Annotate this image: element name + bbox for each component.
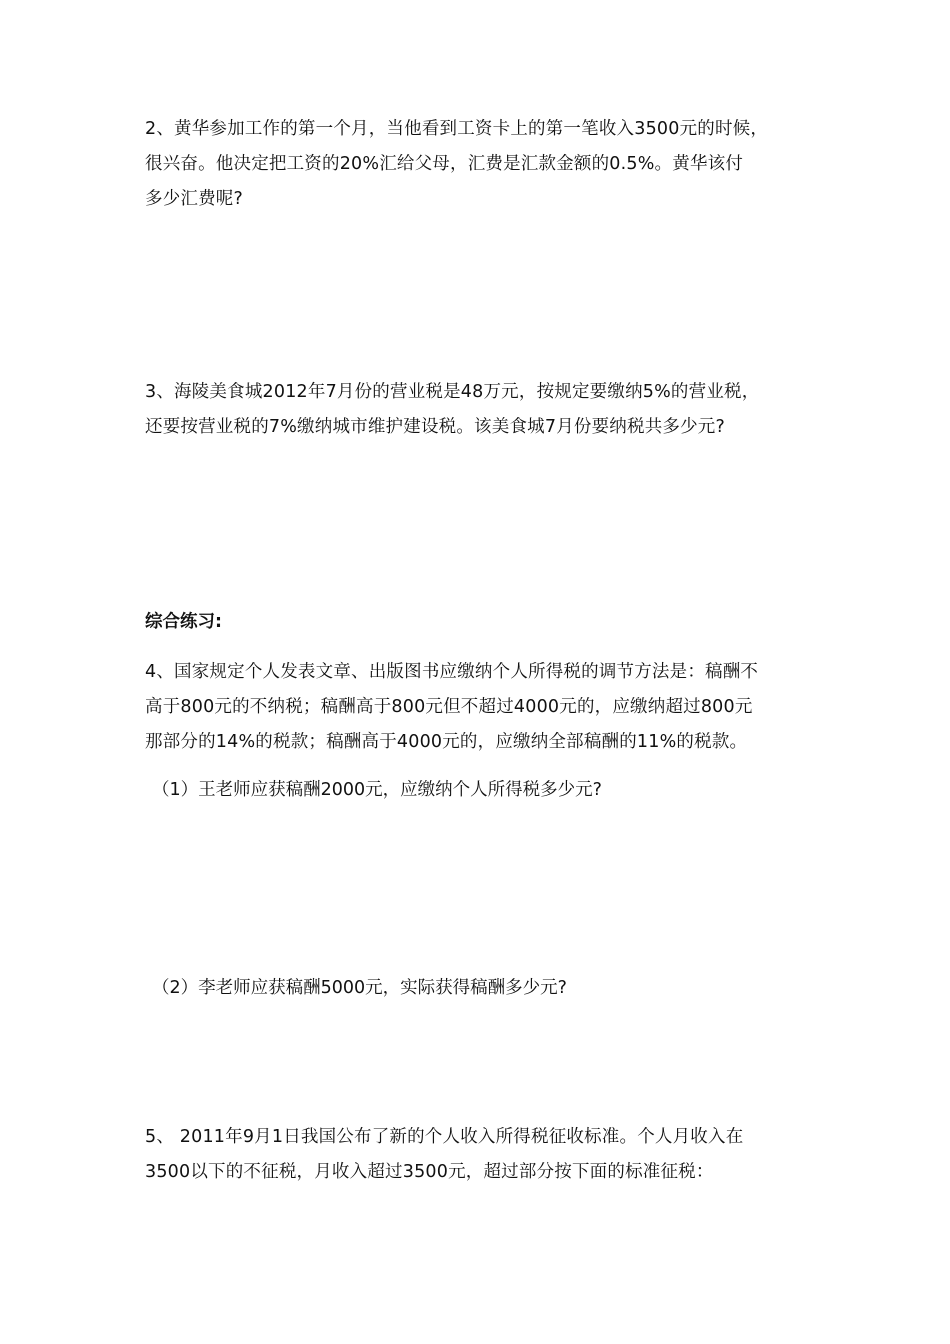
question-2-line-3: 多少汇费呢?: [145, 189, 243, 209]
question-5-line-2: 3500以下的不征税，月收入超过3500元，超过部分按下面的标准征税：: [145, 1162, 714, 1182]
question-4-sub-1: （1）王老师应获稿酬2000元，应缴纳个人所得税多少元?: [152, 780, 602, 800]
question-4-sub-2: （2）李老师应获稿酬5000元，实际获得稿酬多少元?: [152, 978, 567, 998]
section-heading: 综合练习:: [145, 612, 222, 632]
question-4-line-1: 4、国家规定个人发表文章、出版图书应缴纳个人所得税的调节方法是：稿酬不: [145, 662, 759, 682]
question-2: [145, 112, 810, 217]
question-3-line-1: 3、海陵美食城2012年7月份的营业税是48万元，按规定要缴纳5%的营业税，: [145, 382, 760, 402]
question-5-line-1: 5、 2011年9月1日我国公布了新的个人收入所得税征收标准。个人月收入在: [145, 1127, 744, 1147]
question-3-line-2: 还要按营业税的7%缴纳城市维护建设税。该美食城7月份要纳税共多少元?: [145, 417, 725, 437]
question-2-line-2: 很兴奋。他决定把工资的20%汇给父母，汇费是汇款金额的0.5%。黄华该付: [145, 154, 744, 174]
question-3: [145, 375, 810, 445]
question-4: [145, 655, 810, 760]
question-4-line-2: 高于800元的不纳税；稿酬高于800元但不超过4000元的，应缴纳超过800元: [145, 697, 753, 717]
question-2-line-1: 2、黄华参加工作的第一个月，当他看到工资卡上的第一笔收入3500元的时候，: [145, 119, 769, 139]
question-4-line-3: 那部分的14%的税款；稿酬高于4000元的，应缴纳全部稿酬的11%的税款。: [145, 732, 748, 752]
question-5: [145, 1120, 810, 1190]
